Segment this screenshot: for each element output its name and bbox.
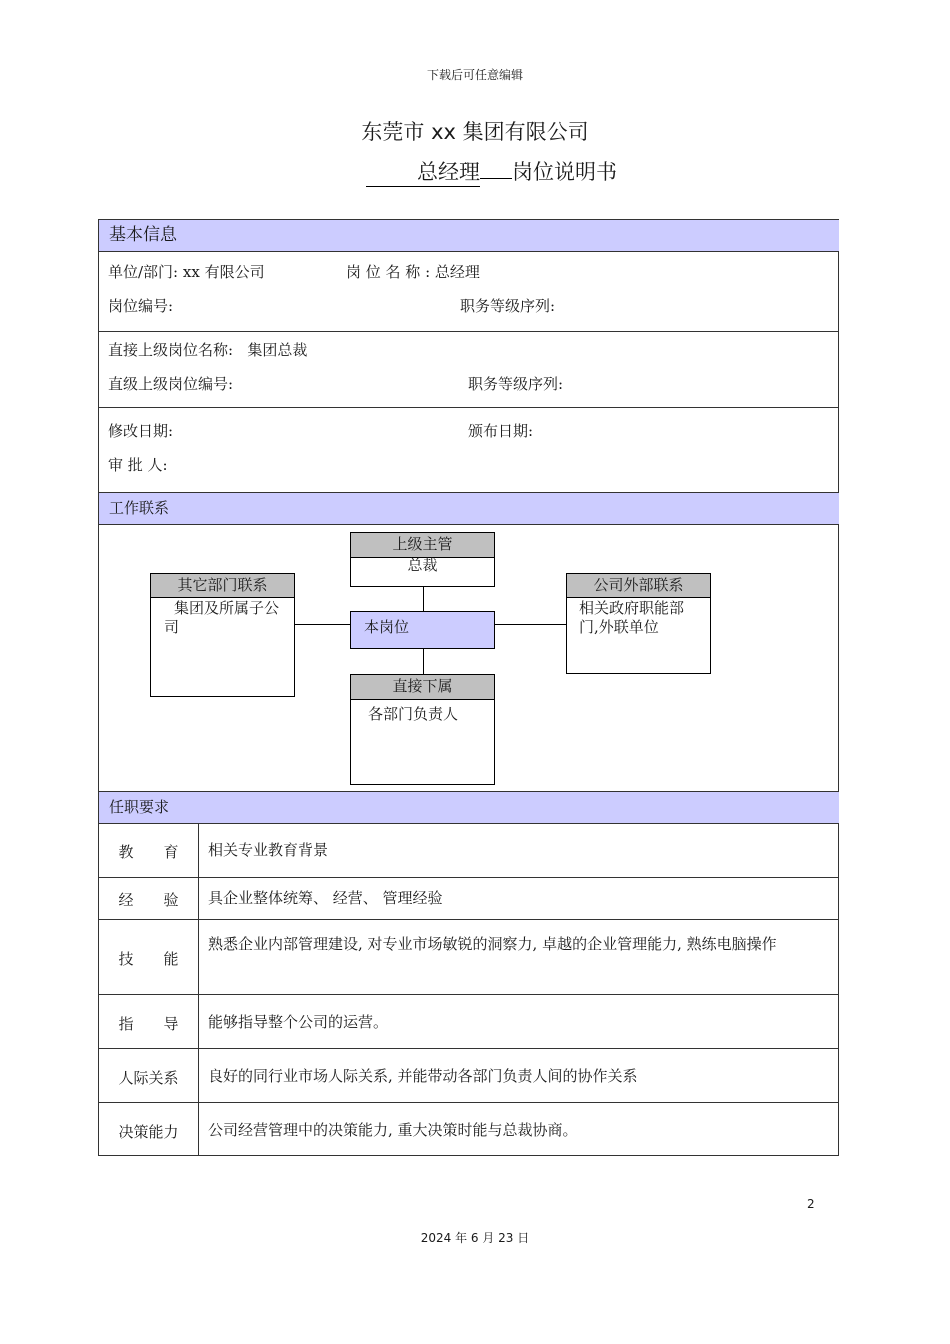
external-box-body: 相关政府职能部门,外联单位 xyxy=(579,599,685,636)
unit-value: xx 有限公司 xyxy=(182,263,265,281)
section-title: 任职要求 xyxy=(109,798,170,816)
section-basic-info xyxy=(99,219,839,252)
connector-line xyxy=(423,648,424,674)
approver-label: 审 批 人: xyxy=(108,456,168,474)
divider xyxy=(99,1048,839,1049)
divider xyxy=(99,877,839,878)
doc-type-title: 岗位说明书 xyxy=(512,160,617,184)
company-title: 东莞市 xx 集团有限公司 xyxy=(361,120,589,144)
document-title xyxy=(366,156,617,187)
superior-name-field xyxy=(108,339,307,360)
divider xyxy=(99,407,839,408)
unit-field xyxy=(108,261,265,282)
position-name-title: 总经理 xyxy=(366,156,480,187)
req-text-relations: 良好的同行业市场人际关系, 并能带动各部门负责人间的协作关系 xyxy=(208,1067,638,1085)
title-underline-gap xyxy=(480,178,512,179)
req-text-experience: 具企业整体统筹、 经营、 管理经验 xyxy=(208,889,443,907)
section-work-relations xyxy=(99,492,839,525)
superior-name-label: 直接上级岗位名称: xyxy=(108,341,234,359)
divider xyxy=(99,919,839,920)
external-box-title: 公司外部联系 xyxy=(566,573,711,598)
revise-date-label: 修改日期: xyxy=(108,422,174,440)
connector-line xyxy=(495,624,567,625)
divider xyxy=(99,331,839,332)
self-position-label: 本岗位 xyxy=(364,618,410,636)
position-label: 岗 位 名 称 : xyxy=(346,263,431,281)
connector-line xyxy=(295,624,351,625)
divider xyxy=(99,1102,839,1103)
req-text-skills: 熟悉企业内部管理建设, 对专业市场敏锐的洞察力, 卓越的企业管理能力, 熟练电脑操作 xyxy=(208,935,777,953)
position-value: 总经理 xyxy=(434,263,480,281)
req-text-education: 相关专业教育背景 xyxy=(208,841,329,859)
superior-no-label: 直级上级岗位编号: xyxy=(108,375,234,393)
subordinate-box-title: 直接下属 xyxy=(350,674,495,700)
subordinate-box-body: 各部门负责人 xyxy=(368,705,459,723)
superior-box-title: 上级主管 xyxy=(350,532,495,558)
superior-box-body: 总裁 xyxy=(407,556,438,574)
req-label-skills: 技 能 xyxy=(118,950,179,968)
req-label-experience: 经 验 xyxy=(118,891,179,909)
section-requirements xyxy=(99,791,839,824)
page-number: 2 xyxy=(807,1197,815,1211)
req-label-decision: 决策能力 xyxy=(118,1123,179,1141)
req-label-education: 教 育 xyxy=(118,843,179,861)
footer-date: 2024 年 6 月 23 日 xyxy=(420,1231,530,1245)
other-dept-box-body: 集团及所属子公司 xyxy=(164,599,280,636)
req-label-guidance: 指 导 xyxy=(118,1015,179,1033)
other-dept-box-title: 其它部门联系 xyxy=(150,573,295,598)
position-no-label: 岗位编号: xyxy=(108,297,174,315)
section-title: 工作联系 xyxy=(109,499,170,517)
req-text-guidance: 能够指导整个公司的运营。 xyxy=(208,1013,389,1031)
column-divider xyxy=(198,824,199,1156)
superior-name-value: 集团总裁 xyxy=(247,341,308,359)
req-label-relations: 人际关系 xyxy=(118,1069,179,1087)
connector-line xyxy=(423,586,424,611)
issue-date-label: 颁布日期: xyxy=(468,422,534,440)
req-text-decision: 公司经营管理中的决策能力, 重大决策时能与总裁协商。 xyxy=(208,1121,578,1139)
divider xyxy=(99,994,839,995)
superior-grade-label: 职务等级序列: xyxy=(468,375,564,393)
unit-label: 单位/部门: xyxy=(108,263,179,281)
grade-seq-label: 职务等级序列: xyxy=(460,297,556,315)
position-field xyxy=(346,261,480,282)
header-note: 下载后可任意编辑 xyxy=(426,68,523,82)
section-title: 基本信息 xyxy=(109,225,177,245)
